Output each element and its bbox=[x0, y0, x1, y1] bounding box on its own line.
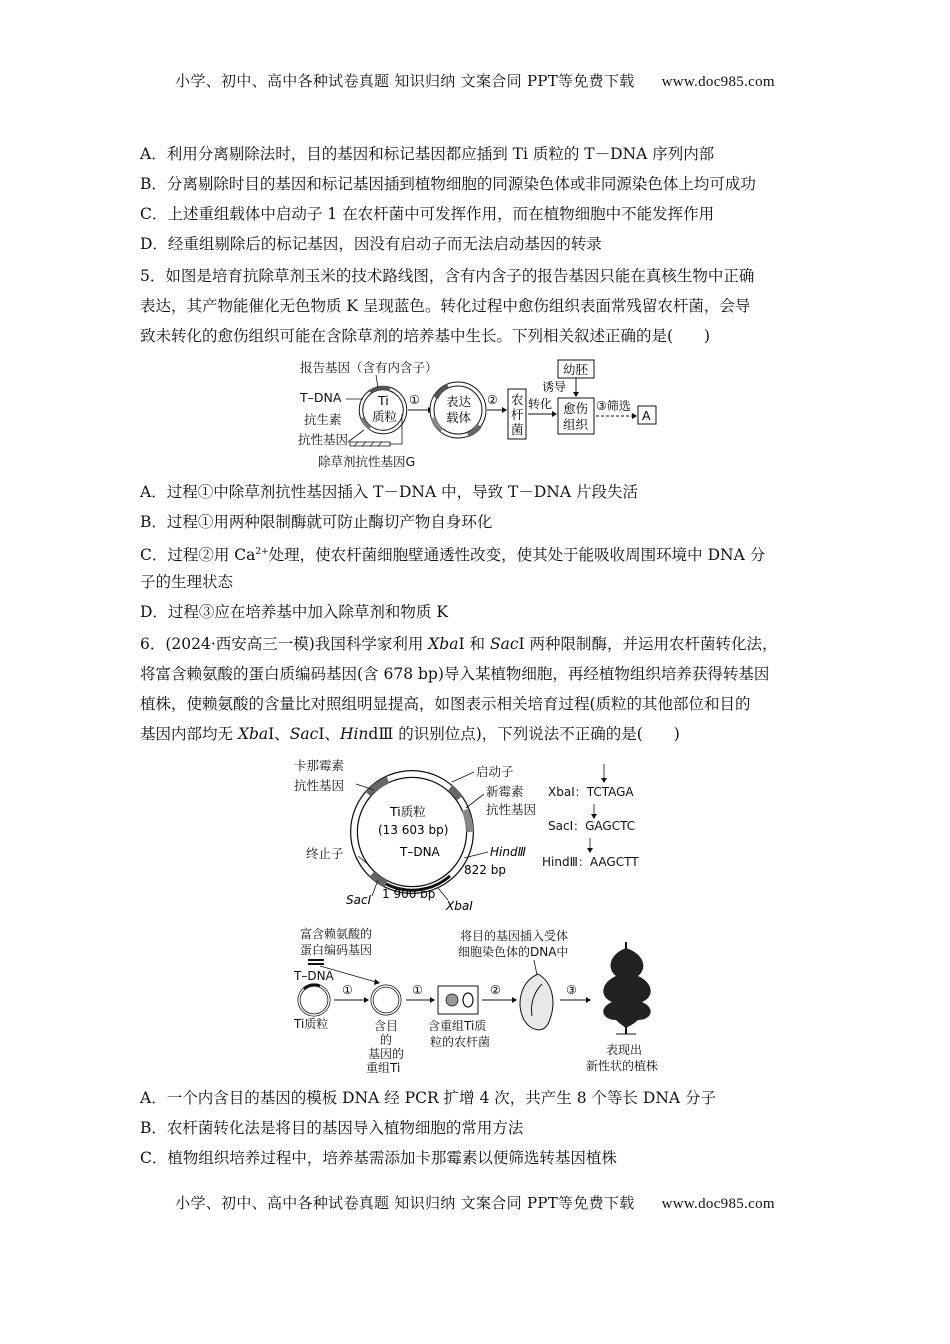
page-header bbox=[0, 70, 950, 91]
fig5-step1: ① bbox=[409, 393, 420, 407]
q5-option-a: A．过程①中除草剂抗性基因插入 T－DNA 中，导致 T－DNA 片段失活 bbox=[140, 483, 638, 501]
fig6-agro-label: 含重组Ti质 bbox=[428, 1019, 487, 1033]
q6-stem-line: 将富含赖氨酸的蛋白质编码基因(含 678 bp)导入某植物细胞，再经植物组织培养获得转基因 bbox=[140, 665, 770, 683]
fig5-agro-label: 农 bbox=[511, 392, 524, 407]
fig6-ti-small bbox=[299, 985, 329, 1015]
q6-stem-line: 植株，使赖氨酸的含量比对照组明显提高，如图表示相关培育过程(质粒的其他部位和目的 bbox=[140, 695, 751, 713]
q5-stem-line: 致未转化的愈伤组织可能在含除草剂的培养基中生长。下列相关叙述正确的是( ) bbox=[140, 327, 711, 345]
fig5-ti-label: 质粒 bbox=[372, 409, 398, 424]
q6-process-diagram bbox=[280, 924, 680, 1074]
fig5-ti-plasmid bbox=[361, 388, 405, 432]
fig6-step3: ③ bbox=[566, 983, 577, 997]
q4-option-c: C．上述重组载体中启动子 1 在农杆菌中可发挥作用，而在植物细胞中不能发挥作用 bbox=[140, 205, 715, 223]
fig6-plant bbox=[603, 942, 650, 1034]
q6-option-c: C．植物组织培养过程中，培养基需添加卡那霉素以便筛选转基因植株 bbox=[140, 1149, 617, 1167]
fig6-kan-label: 卡那霉素 bbox=[294, 758, 345, 773]
fig6-gene-label: 蛋白编码基因 bbox=[300, 943, 373, 957]
q5-option-b: B．过程①用两种限制酶就可防止酶切产物自身环化 bbox=[140, 513, 493, 531]
fig5-ti-label: Ti bbox=[378, 393, 389, 408]
fig5-callus-label: 组织 bbox=[563, 417, 589, 432]
fig6-ti-label: Ti质粒 bbox=[390, 804, 426, 819]
fig5-embryo-label: 幼胚 bbox=[563, 362, 589, 377]
footer-url[interactable]: www.doc985.com bbox=[661, 1196, 775, 1212]
fig6-size-label: (13 603 bp) bbox=[378, 823, 449, 837]
q5-option-c-cont: 子的生理状态 bbox=[140, 573, 234, 591]
header-text: 小学、初中、高中各种试卷真题 知识归纳 文案合同 PPT等免费下载 bbox=[175, 72, 635, 90]
fig5-herbicide-gene-label: 除草剂抗性基因G bbox=[318, 454, 416, 469]
fig6-822-label: 822 bp bbox=[464, 863, 506, 877]
fig6-agro-label: 粒的农杆菌 bbox=[430, 1035, 491, 1049]
fig6-1900-label: 1 900 bp bbox=[382, 887, 436, 901]
fig6-site-table bbox=[542, 764, 639, 869]
fig6-step1: ① bbox=[342, 983, 353, 997]
fig6-recomb-label: 的 bbox=[380, 1033, 393, 1047]
fig6-gene-label: 富含赖氨酸的 bbox=[300, 927, 373, 941]
fig6-tdna-label: T–DNA bbox=[400, 845, 440, 859]
fig5-expression-label: 表达 bbox=[446, 394, 472, 409]
page-footer bbox=[0, 1192, 950, 1213]
q5-stem-line: 5．如图是培育抗除草剂玉米的技术路线图，含有内含子的报告基因只能在真核生物中正确 bbox=[140, 267, 755, 285]
q5-stem-line: 表达，其产物能催化无色物质 K 呈现蓝色。转化过程中愈伤组织表面常残留农杆菌，会导 bbox=[140, 297, 751, 315]
fig6-terminator-label: 终止子 bbox=[306, 846, 344, 861]
fig6-step1b: ① bbox=[412, 983, 423, 997]
fig6-sac-site: SacⅠ：GAGCTC bbox=[548, 819, 636, 833]
q6-stem-line: 基因内部均无 XbaⅠ、SacⅠ、HindⅢ 的识别位点)，下列说法不正确的是( ) bbox=[140, 725, 680, 743]
fig6-recombinant-plasmid bbox=[372, 986, 400, 1014]
q5-diagram bbox=[290, 354, 670, 470]
fig6-xba-site: XbaⅠ：TCTAGA bbox=[548, 785, 634, 799]
q6-option-b: B．农杆菌转化法是将目的基因导入植物细胞的常用方法 bbox=[140, 1119, 524, 1137]
fig5-expression-label: 载体 bbox=[446, 410, 472, 425]
q5-option-c: C．过程②用 $Ca^{2+}$处理，使农杆菌细胞壁通透性改变，使其处于能吸收周围环境中 DNA 分 bbox=[140, 546, 766, 565]
fig6-tdna2-label: T–DNA bbox=[294, 969, 334, 983]
fig6-insert-label: 细胞染色体的DNA中 bbox=[458, 945, 569, 959]
fig6-xbai-label: XbaⅠ bbox=[446, 899, 473, 913]
fig6-step2: ② bbox=[490, 983, 501, 997]
fig6-recomb-label: 基因的 bbox=[368, 1047, 405, 1061]
fig6-leaf-tissue bbox=[520, 974, 553, 1030]
q6-option-a: A．一个内含目的基因的模板 DNA 经 PCR 扩增 4 次，共产生 8 个等长 DNA 分子 bbox=[140, 1089, 717, 1107]
q6-stem-line: 6．(2024·西安高三一模)我国科学家利用 XbaⅠ 和 SacⅠ 两种限制酶，并运用农杆菌转化法， bbox=[140, 635, 778, 653]
fig6-kan-label: 抗性基因 bbox=[294, 778, 345, 793]
footer-text: 小学、初中、高中各种试卷真题 知识归纳 文案合同 PPT等免费下载 bbox=[175, 1194, 635, 1212]
q4-option-b: B．分离剔除时目的基因和标记基因插到植物细胞的同源染色体或非同源染色体上均可成功 bbox=[140, 175, 756, 193]
fig6-recomb-label: 重组Ti bbox=[366, 1061, 401, 1074]
header-url[interactable]: www.doc985.com bbox=[661, 74, 775, 90]
fig6-promoter-label: 启动子 bbox=[476, 764, 514, 779]
q4-option-d: D．经重组剔除后的标记基因，因没有启动子而无法启动基因的转录 bbox=[140, 235, 602, 253]
fig5-induce-label: 诱导 bbox=[542, 380, 567, 394]
q4-option-a: A．利用分离剔除法时，目的基因和标记基因都应插到 Ti 质粒的 T－DNA 序列内部 bbox=[140, 145, 715, 163]
fig5-report-gene-label: 报告基因（含有内含子） bbox=[300, 360, 438, 375]
fig5-agro-label: 杆 bbox=[511, 407, 524, 422]
fig6-hind-site: HindⅢ：AAGCTT bbox=[542, 855, 639, 869]
fig6-plant-label: 新性状的植株 bbox=[586, 1059, 659, 1073]
fig5-transform-label: 转化 bbox=[528, 397, 553, 411]
fig6-recomb-label: 含目 bbox=[374, 1019, 399, 1033]
fig5-antibiotic-label: 抗生素 bbox=[304, 412, 342, 427]
fig5-result-label: A bbox=[642, 408, 651, 423]
fig6-insert-label: 将目的基因插入受体 bbox=[460, 929, 569, 943]
fig6-saci-label: SacⅠ bbox=[346, 893, 372, 907]
fig5-step2: ② bbox=[487, 393, 498, 407]
fig6-hind-label: HindⅢ bbox=[490, 845, 526, 859]
fig5-antibiotic-label: 抗性基因 bbox=[298, 432, 349, 447]
fig6-neo-label: 抗性基因 bbox=[486, 802, 537, 817]
fig5-tdna-label: T–DNA bbox=[300, 390, 342, 405]
fig5-expression-vector bbox=[432, 384, 484, 436]
fig5-agro-label: 菌 bbox=[511, 422, 524, 437]
fig6-ti2-label: Ti质粒 bbox=[294, 1017, 329, 1031]
q6-plasmid-map bbox=[290, 754, 670, 914]
fig5-callus-label: 愈伤 bbox=[563, 401, 589, 416]
q5-option-d: D．过程③应在培养基中加入除草剂和物质 K bbox=[140, 603, 448, 621]
fig6-plant-label: 表现出 bbox=[606, 1043, 643, 1057]
fig6-neo-label: 新霉素 bbox=[486, 784, 524, 799]
fig5-step3: ③筛选 bbox=[596, 399, 631, 413]
